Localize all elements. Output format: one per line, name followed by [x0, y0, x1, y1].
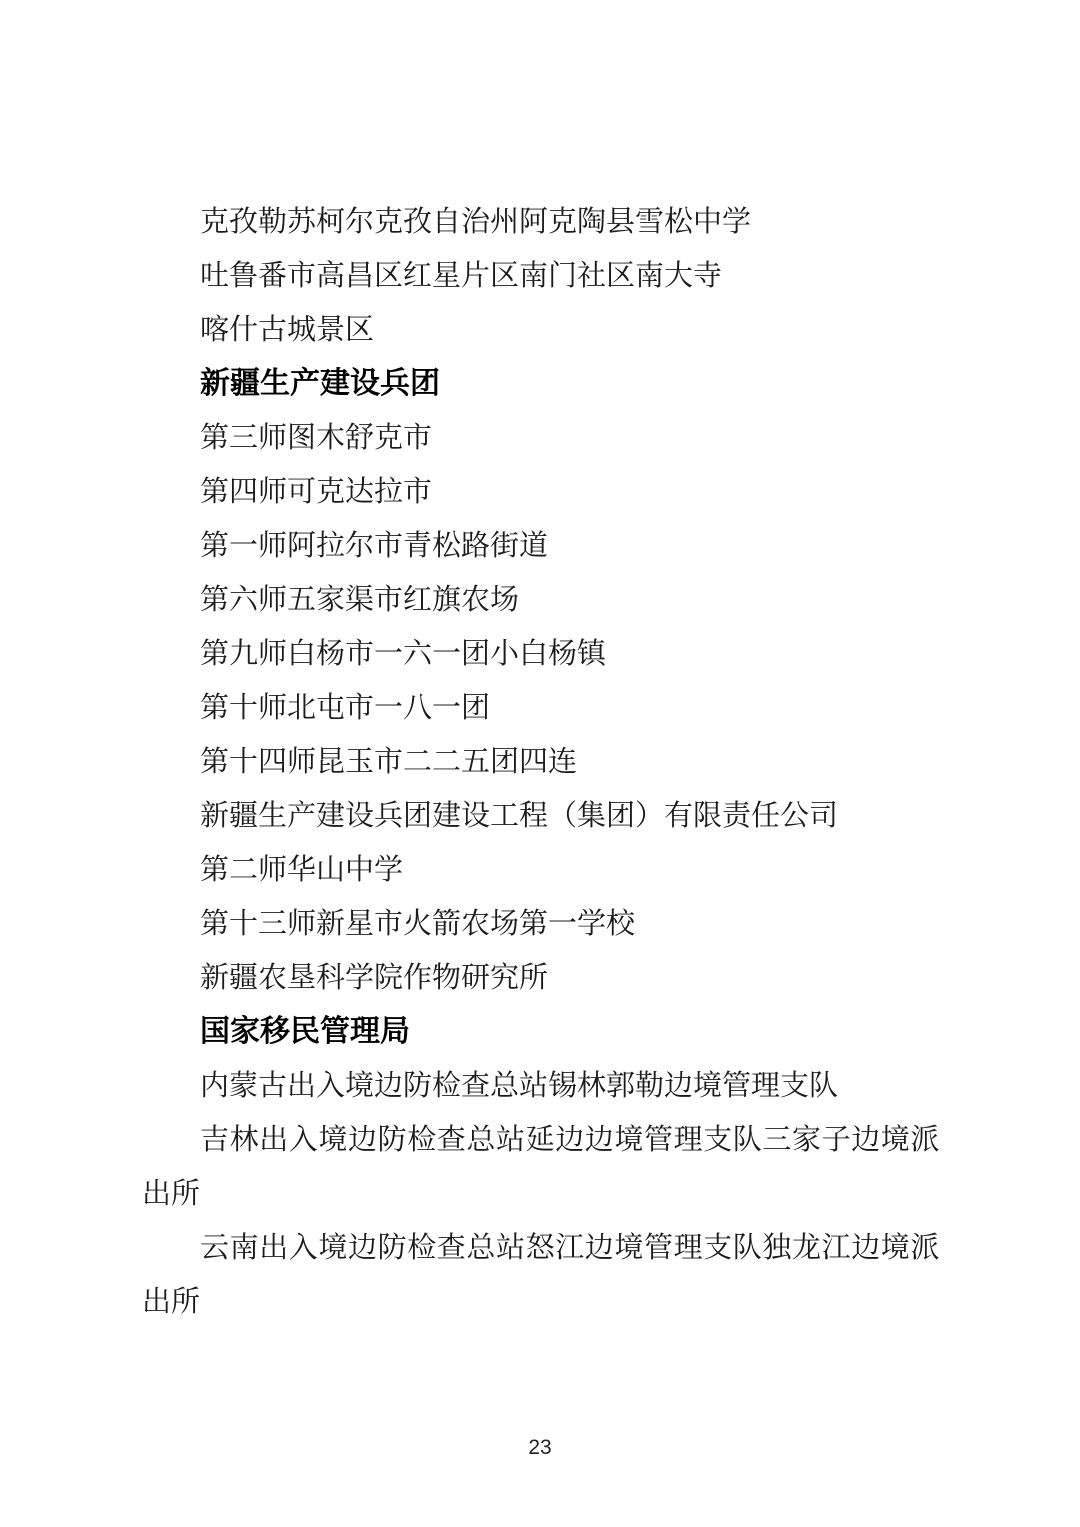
list-item: 新疆农垦科学院作物研究所 [200, 962, 549, 994]
list-item: 第一师阿拉尔市青松路街道 [200, 530, 549, 562]
list-item: 第三师图木舒克市 [200, 422, 433, 454]
list-item-continuation: 出所 [142, 1178, 201, 1210]
section-heading-xinjiang-corps: 新疆生产建设兵团 [200, 367, 440, 400]
list-item: 第六师五家渠市红旗农场 [200, 584, 520, 616]
list-item: 第二师华山中学 [200, 854, 404, 886]
section-heading-immigration-admin: 国家移民管理局 [200, 1015, 410, 1048]
list-item: 云南出入境边防检查总站怒江边境管理支队独龙江边境派 [200, 1232, 941, 1264]
page-number: 23 [528, 1436, 552, 1459]
document-body [142, 195, 942, 1329]
list-item: 第四师可克达拉市 [200, 476, 433, 508]
list-item-continuation: 出所 [142, 1286, 201, 1318]
list-item: 第十师北屯市一八一团 [200, 692, 491, 724]
list-item: 第十四师昆玉市二二五团四连 [200, 746, 578, 778]
list-item: 克孜勒苏柯尔克孜自治州阿克陶县雪松中学 [200, 206, 752, 238]
list-item: 吉林出入境边防检查总站延边边境管理支队三家子边境派 [200, 1124, 941, 1156]
list-item: 吐鲁番市高昌区红星片区南门社区南大寺 [200, 260, 723, 292]
list-item: 内蒙古出入境边防检查总站锡林郭勒边境管理支队 [200, 1070, 839, 1102]
list-item: 第九师白杨市一六一团小白杨镇 [200, 638, 607, 670]
list-item: 新疆生产建设兵团建设工程（集团）有限责任公司 [200, 800, 839, 832]
list-item: 第十三师新星市火箭农场第一学校 [200, 908, 636, 940]
list-item: 喀什古城景区 [200, 314, 375, 346]
